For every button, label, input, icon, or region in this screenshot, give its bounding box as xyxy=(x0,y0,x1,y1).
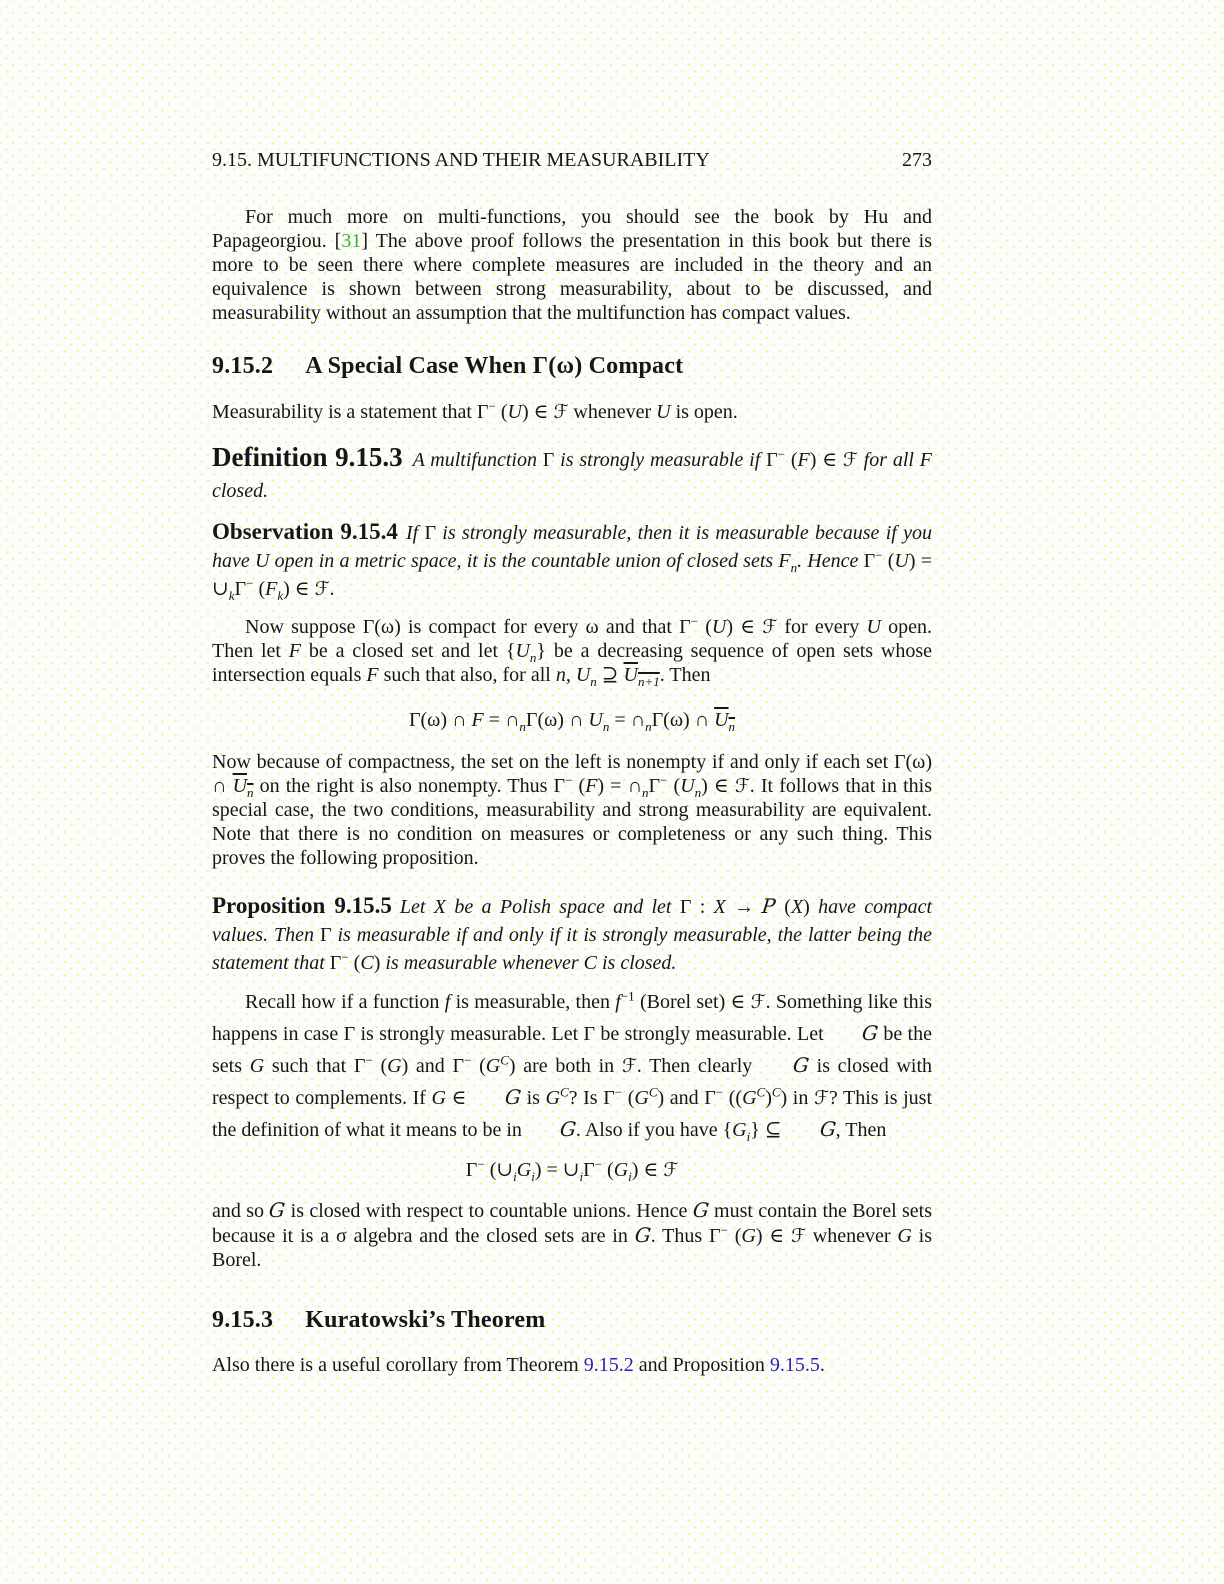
paragraph-recall xyxy=(212,987,932,1146)
text-run: Now suppose Γ(ω) is compact for every ω and that Γ xyxy=(245,616,691,638)
section-title: Kuratowski’s Theorem xyxy=(305,1307,546,1333)
text-run: C xyxy=(360,952,374,974)
text-run: A multifunction xyxy=(412,449,543,471)
text-run: (∪ xyxy=(484,1159,514,1181)
text-run: G xyxy=(545,1087,560,1109)
text-run: U xyxy=(575,664,591,686)
text-run: F xyxy=(366,664,379,686)
text-run: ) = ∩ xyxy=(597,775,643,797)
script-letter: G xyxy=(558,1117,578,1141)
text-run: is measurable if and only if it is strongly measurable, the latter being the statement that xyxy=(212,924,933,974)
text-run: is closed. xyxy=(597,952,677,974)
text-run: Γ(ω) ∩ xyxy=(651,709,715,731)
text-run: U xyxy=(232,775,248,797)
text-run: n xyxy=(790,560,798,575)
text-run: is Borel. xyxy=(212,1225,933,1271)
text-run: − xyxy=(565,772,573,788)
text-run: − xyxy=(690,613,699,629)
text-run: F xyxy=(797,449,810,471)
text-run: i xyxy=(513,1169,517,1184)
text-run: = ∩ xyxy=(609,709,646,731)
theorem-head: Observation 9.15.4 xyxy=(212,519,398,544)
script-letter: ℱ xyxy=(791,1225,806,1247)
observation-9-15-4 xyxy=(212,518,932,603)
script-letter: ℱ xyxy=(842,449,858,471)
text-run: be the sets xyxy=(212,1023,932,1077)
text-run: ) ∈ xyxy=(631,1159,664,1181)
text-run: ( xyxy=(495,401,508,423)
equation-intersection xyxy=(212,705,932,735)
text-run: } be a decreasing sequence of open sets whose intersection equals xyxy=(212,640,932,686)
text-run: ( xyxy=(622,1087,635,1109)
text-run: ) = ∪ xyxy=(534,1159,580,1181)
text-run: − xyxy=(246,575,254,591)
text-run: is xyxy=(521,1087,546,1109)
text-run: Γ xyxy=(542,449,555,471)
text-run: U xyxy=(507,401,522,423)
text-run: and so xyxy=(212,1200,270,1222)
text-run: U xyxy=(714,709,729,731)
paragraph-also xyxy=(212,1353,932,1377)
paragraph-intro xyxy=(212,205,932,325)
text-run: U xyxy=(656,401,671,423)
script-letter: ℱ xyxy=(734,775,750,797)
text-run: = ∩ xyxy=(483,709,520,731)
text-run: is strongly measurable, then it is measurable because if you have xyxy=(212,522,933,572)
text-run: ( xyxy=(775,896,791,918)
text-run: n xyxy=(590,674,597,689)
cross-reference-proposition-9-15-5[interactable]: 9.15.5 xyxy=(769,1354,820,1376)
text-run: F xyxy=(919,449,932,471)
text-run: ) are both in xyxy=(508,1055,622,1077)
text-run: . Thus Γ xyxy=(650,1225,721,1247)
text-run: on the right is also nonempty. Thus Γ xyxy=(253,775,566,797)
text-run: whenever xyxy=(805,1225,898,1247)
text-run: f xyxy=(615,991,621,1013)
text-run: F xyxy=(471,709,484,731)
text-run: ) ∈ xyxy=(809,449,843,471)
text-run: ( xyxy=(698,616,712,638)
text-run: G xyxy=(387,1055,402,1077)
script-letter: G xyxy=(633,1223,652,1247)
text-run: n xyxy=(602,719,610,734)
script-letter: ℱ xyxy=(813,1087,829,1109)
text-run: be a Polish space and let xyxy=(446,896,680,918)
text-blocks xyxy=(212,205,932,1377)
paragraph-now-because xyxy=(212,750,932,870)
text-run: Recall how if a function xyxy=(245,991,445,1013)
text-run: is strongly measurable if xyxy=(554,449,767,471)
text-run: ) and Γ xyxy=(657,1087,716,1109)
text-run: F xyxy=(265,578,278,600)
script-letter: G xyxy=(791,1053,811,1077)
text-run: n xyxy=(645,719,652,734)
text-run: X xyxy=(790,896,804,918)
text-run: Γ(ω) ∩ xyxy=(408,709,472,731)
text-run: U xyxy=(866,616,881,638)
page-number: 273 xyxy=(902,149,932,171)
text-run: Γ xyxy=(465,1159,478,1181)
text-run: C xyxy=(756,1084,766,1100)
text-run: F xyxy=(778,550,791,572)
text-run: ) = ∪ xyxy=(212,550,932,600)
text-run: ) ∈ xyxy=(755,1225,792,1247)
script-letter: ℱ xyxy=(762,616,778,638)
text-run: n xyxy=(728,719,736,734)
text-run: n xyxy=(519,719,526,734)
text-run: f xyxy=(444,991,451,1013)
section-heading-9-15-3 xyxy=(212,1305,932,1335)
text-run: U xyxy=(711,616,727,638)
text-run: k xyxy=(228,588,235,603)
text-run: C xyxy=(583,952,597,974)
text-run: Now because of compactness, the set on the left is nonempty if and only if each set Γ(ω) ∩ xyxy=(212,751,932,797)
text-run: − xyxy=(614,1084,623,1100)
text-run: G xyxy=(634,1087,649,1109)
text-run: ( xyxy=(372,1055,388,1077)
theorem-head: Proposition 9.15.5 xyxy=(212,893,392,918)
script-letter: P xyxy=(761,894,778,918)
text-run: C xyxy=(648,1084,658,1100)
text-run: be a closed set and let { xyxy=(301,640,516,662)
text-run: G xyxy=(897,1225,912,1247)
text-run: F xyxy=(585,775,598,797)
text-run: C xyxy=(771,1084,781,1100)
cross-reference-theorem-9-15-2[interactable]: 9.15.2 xyxy=(583,1354,634,1376)
text-run: such that also, for all xyxy=(378,664,556,686)
text-run: − xyxy=(365,1052,373,1068)
text-run: ( xyxy=(253,578,266,600)
text-run: ) ∈ xyxy=(521,401,554,423)
text-run: −1 xyxy=(620,988,635,1004)
text-run: ( xyxy=(882,550,895,572)
citation-link-31[interactable]: 31 xyxy=(341,230,362,252)
text-run: n xyxy=(247,785,254,800)
text-run: G xyxy=(485,1055,501,1077)
text-run: ( xyxy=(667,775,681,797)
text-run: ? Is Γ xyxy=(568,1087,615,1109)
script-letter: G xyxy=(503,1085,523,1109)
text-run: Γ xyxy=(583,1159,595,1181)
text-run: for all xyxy=(857,449,920,471)
text-run: i xyxy=(628,1169,632,1184)
text-run: − xyxy=(341,949,349,965)
script-letter: ℱ xyxy=(750,991,766,1013)
text-run: ) in xyxy=(780,1087,814,1109)
text-run: G xyxy=(516,1159,532,1181)
text-run: ( xyxy=(572,775,586,797)
script-letter: G xyxy=(818,1117,837,1141)
text-run: such that Γ xyxy=(264,1055,366,1077)
text-run: F xyxy=(288,640,301,662)
text-run: i xyxy=(531,1169,535,1184)
text-run: Also there is a useful corollary from Theorem xyxy=(212,1354,584,1376)
text-run: ) xyxy=(373,952,381,974)
text-run: (Borel set) ∈ xyxy=(634,991,751,1013)
text-run: G xyxy=(732,1119,747,1141)
text-run: and Proposition xyxy=(633,1354,770,1376)
text-run: Γ xyxy=(766,449,778,471)
running-head xyxy=(212,148,932,172)
text-run: n+1 xyxy=(637,674,660,689)
text-run: Γ xyxy=(319,924,332,946)
text-run: is measurable, then xyxy=(450,991,616,1013)
text-run: . Hence xyxy=(797,550,864,572)
text-run: − xyxy=(777,446,786,462)
text-run: G xyxy=(741,1225,756,1247)
text-run: C xyxy=(500,1052,509,1068)
text-run: is measurable whenever xyxy=(380,952,584,974)
text-run: ( xyxy=(348,952,361,974)
text-run: ? This is just the definition of what it means to be in xyxy=(212,1087,933,1141)
text-run: Measurability is a statement that Γ xyxy=(212,401,489,423)
text-run: X xyxy=(713,896,726,918)
text-run: ( xyxy=(785,449,798,471)
text-run: ) ∈ xyxy=(701,775,735,797)
text-run: . xyxy=(819,1354,825,1376)
text-run: − xyxy=(715,1084,724,1100)
text-run: . Also if you have { xyxy=(575,1119,733,1141)
text-run: . Then clearly xyxy=(636,1055,760,1077)
text-run: . Then xyxy=(659,664,711,686)
text-run: U xyxy=(623,664,638,686)
page-content xyxy=(212,148,932,1377)
section-title: A Special Case When Γ(ω) Compact xyxy=(305,353,684,379)
text-run xyxy=(623,664,660,689)
text-run: Γ xyxy=(234,578,247,600)
text-run: open. Then let xyxy=(212,616,932,662)
text-run: n xyxy=(642,785,649,800)
text-run: − xyxy=(660,772,668,788)
text-run: ⊇ xyxy=(596,664,624,686)
text-run: whenever xyxy=(568,401,657,423)
theorem-head: Definition 9.15.3 xyxy=(212,442,403,472)
text-run: − xyxy=(464,1052,472,1068)
text-run: ) xyxy=(765,1087,772,1109)
text-run: U xyxy=(254,550,270,572)
text-run: U xyxy=(894,550,909,572)
text-run: − xyxy=(477,1156,485,1172)
text-run: Γ(ω) ∩ xyxy=(525,709,589,731)
text-run: for every xyxy=(777,616,867,638)
text-run: i xyxy=(746,1129,751,1144)
text-run: For much more on multi-functions, you should see the book by Hu and Papageorgiou. [ xyxy=(212,206,932,252)
script-letter: G xyxy=(691,1198,710,1222)
text-run: is closed with respect to complements. If xyxy=(212,1055,933,1109)
equation-union xyxy=(212,1155,932,1185)
text-run: Γ xyxy=(648,775,661,797)
text-run: ] The above proof follows the presentation in this book but there is more to be seen there where complete measures are included in the theory and an equivalence is shown between strong measurability, about to be discussed, and measurability without an assumption that the multifunction has compact values. xyxy=(212,230,932,324)
text-run: ( xyxy=(471,1055,486,1077)
paragraph-and-so xyxy=(212,1198,932,1272)
section-number: 9.15.2 xyxy=(212,353,274,379)
text-run: is open. xyxy=(670,401,738,423)
proposition-9-15-5 xyxy=(212,892,932,977)
text-run: n xyxy=(555,664,566,686)
text-run: Let xyxy=(399,896,434,918)
definition-9-15-3 xyxy=(212,442,932,507)
text-run: n xyxy=(694,785,702,800)
text-run: X xyxy=(433,896,447,918)
text-run: G xyxy=(742,1087,757,1109)
text-run: − xyxy=(875,547,883,563)
text-run: G xyxy=(249,1055,265,1077)
text-run: ∈ xyxy=(446,1087,473,1109)
text-run: i xyxy=(579,1169,584,1184)
script-letter: ℱ xyxy=(663,1159,679,1181)
text-run: . It follows that in this special case, the two conditions, measurability and strong measurability are equivalent. Note that there is no condition on measures or completeness or any such thing. This proves the following proposition. xyxy=(212,775,932,869)
text-run: Γ xyxy=(863,550,876,572)
script-letter: G xyxy=(860,1021,880,1045)
script-letter: ℱ xyxy=(553,401,569,423)
text-run: ) ∈ xyxy=(726,616,763,638)
script-letter: ℱ xyxy=(314,578,330,600)
text-run: , Then xyxy=(835,1119,887,1141)
text-run: } ⊆ xyxy=(750,1119,787,1141)
text-run: If xyxy=(405,522,425,544)
text-run: ) ∈ xyxy=(283,578,315,600)
text-run: (( xyxy=(723,1087,743,1109)
text-run: − xyxy=(720,1222,728,1238)
text-run: . xyxy=(329,578,335,600)
text-run: U xyxy=(588,709,603,731)
text-run: n xyxy=(529,650,537,665)
running-head-title: 9.15. MULTIFUNCTIONS AND THEIR MEASURABILITY xyxy=(212,149,710,171)
text-run: is closed with respect to countable unions. Hence xyxy=(285,1200,693,1222)
text-run: Γ : xyxy=(679,896,714,918)
text-run: − xyxy=(594,1156,603,1172)
text-run: k xyxy=(277,588,284,603)
text-run: Γ xyxy=(329,952,342,974)
text-run: ( xyxy=(602,1159,614,1181)
section-heading-9-15-2 xyxy=(212,351,932,381)
script-letter: ℱ xyxy=(621,1055,637,1077)
paragraph-now-suppose xyxy=(212,615,932,687)
text-run: ) xyxy=(803,896,810,918)
text-run: U xyxy=(515,640,530,662)
text-run: . Something like this happens in case Γ is strongly measurable. Let Γ be strongly measurable. Let xyxy=(212,991,932,1045)
text-run: C xyxy=(560,1084,569,1100)
text-run: closed. xyxy=(212,480,269,502)
text-run xyxy=(714,709,736,734)
text-run: ) and Γ xyxy=(401,1055,465,1077)
text-run: ( xyxy=(727,1225,742,1247)
paragraph-measurability xyxy=(212,400,932,424)
text-run xyxy=(232,775,254,800)
text-run: G xyxy=(613,1159,629,1181)
text-run: must contain the Borel sets because it is a σ algebra and the closed sets are in xyxy=(212,1200,932,1247)
text-run: U xyxy=(680,775,695,797)
section-number: 9.15.3 xyxy=(212,1307,274,1333)
text-run: G xyxy=(431,1087,446,1109)
text-run: − xyxy=(488,398,496,414)
text-run: have compact values. Then xyxy=(212,896,933,946)
text-run: open in a metric space, it is the countable union of closed sets xyxy=(269,550,779,572)
text-run: → xyxy=(725,896,763,918)
script-letter: G xyxy=(268,1198,287,1222)
text-run: Γ xyxy=(424,522,437,544)
text-run: , xyxy=(565,664,576,686)
